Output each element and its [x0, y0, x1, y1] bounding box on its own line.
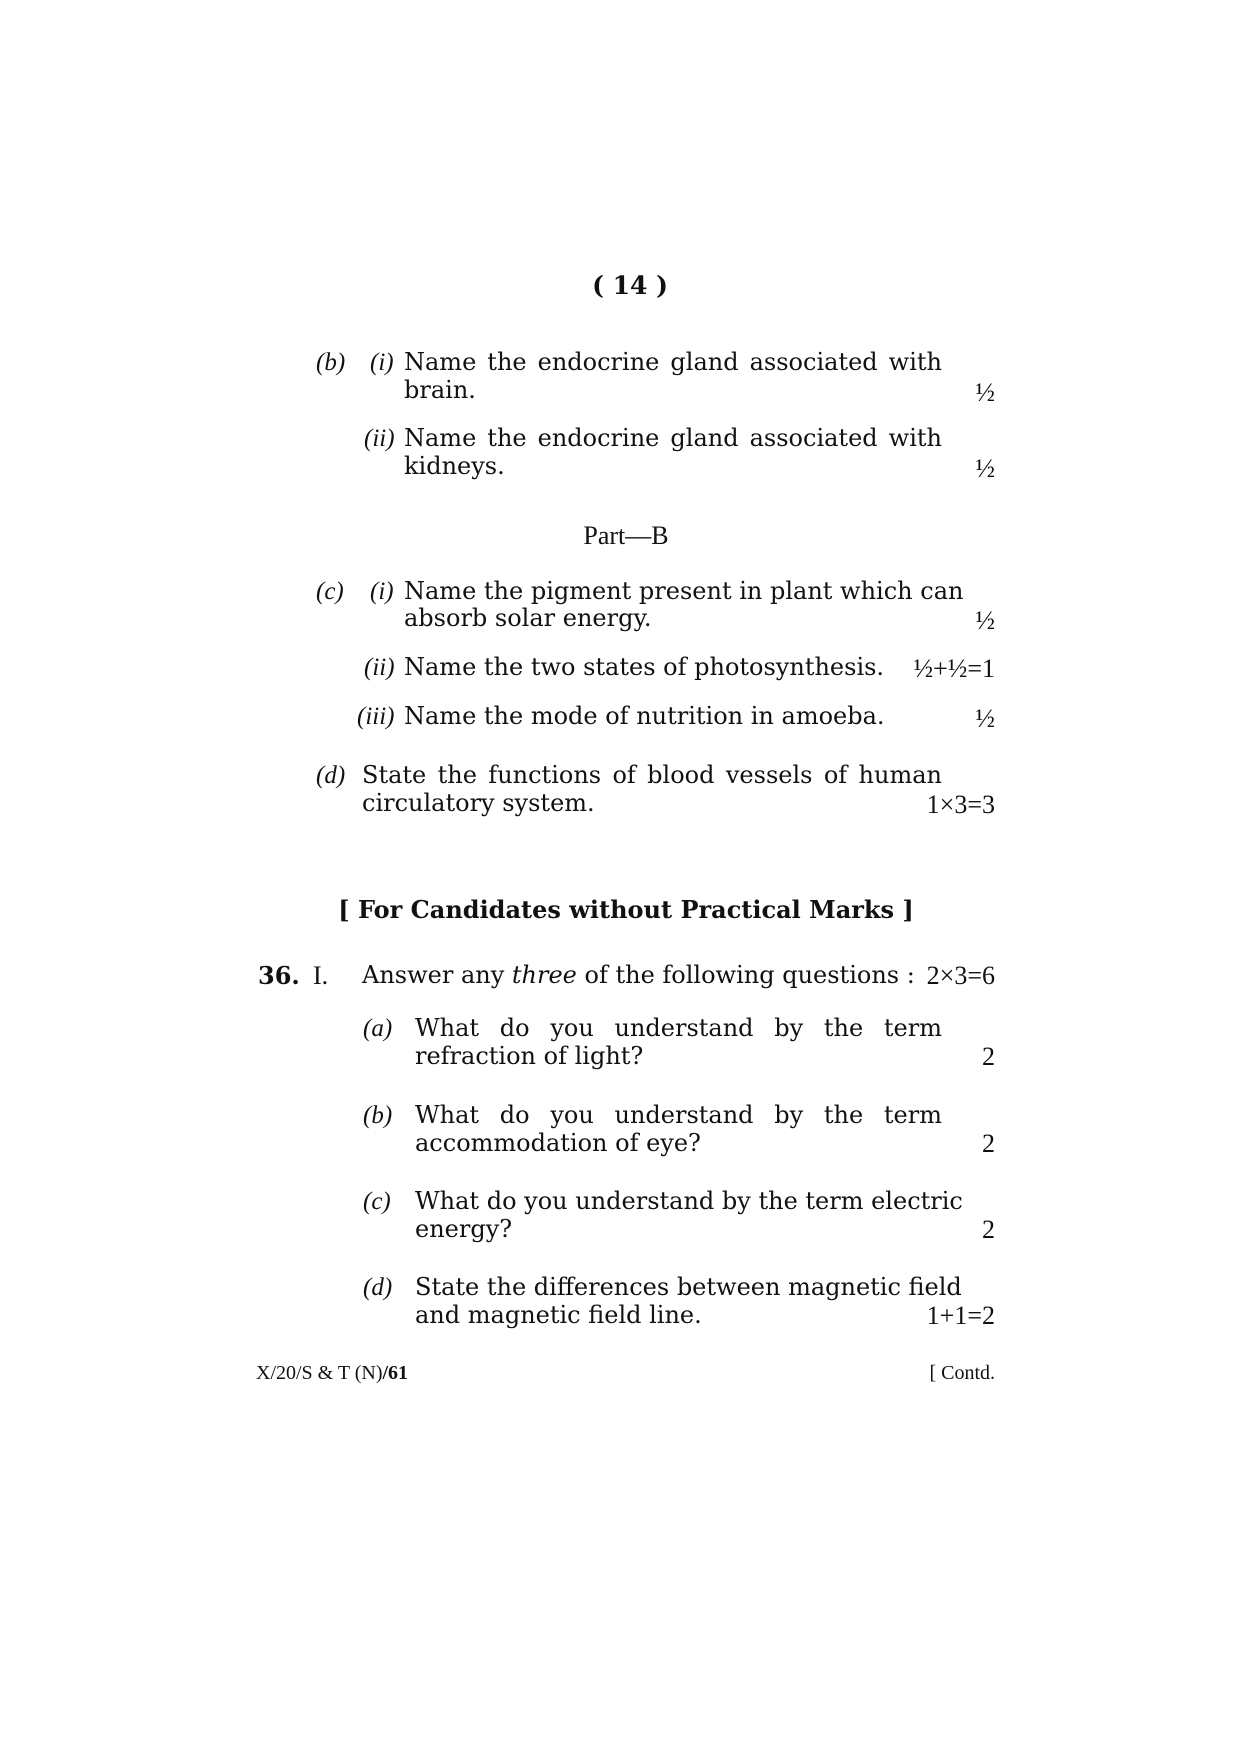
instruction-text: of the following questions : — [576, 961, 915, 989]
paper-code-suffix: /61 — [382, 1362, 409, 1384]
subquestion-label-iii: (iii) — [357, 703, 395, 730]
question-label-d: (d) — [316, 762, 346, 789]
marks: 2 — [982, 1215, 995, 1244]
subquestion-label-ii: (ii) — [364, 654, 395, 681]
question-text-line: Name the endocrine gland associated with — [404, 348, 942, 376]
question-number: 36. — [258, 961, 300, 990]
subquestion-label-c: (c) — [363, 1188, 391, 1215]
question-text-line: State the differences between magnetic field — [415, 1273, 962, 1301]
paper-code-prefix: X/20/S & T (N) — [256, 1362, 383, 1384]
subquestion-label-i: (i) — [370, 578, 394, 605]
marks: ½+½=1 — [913, 654, 995, 683]
marks: 1×3=3 — [926, 790, 995, 819]
marks: ½ — [975, 704, 995, 733]
question-text-line: accommodation of eye? — [415, 1129, 701, 1157]
marks: ½ — [975, 454, 995, 483]
marks: 2 — [982, 1042, 995, 1071]
question-text-line: refraction of light? — [415, 1042, 644, 1070]
question-label-c: (c) — [316, 578, 344, 605]
question-text-line: circulatory system. — [362, 789, 595, 817]
question-part: I. — [313, 961, 329, 990]
subquestion-label-b: (b) — [363, 1102, 393, 1129]
question-text-line: energy? — [415, 1215, 513, 1243]
question-text-line: and magnetic field line. — [415, 1301, 702, 1329]
question-text-line: absorb solar energy. — [404, 604, 652, 632]
subquestion-label-ii: (ii) — [364, 425, 395, 452]
question-text-line: Name the mode of nutrition in amoeba. — [404, 702, 885, 730]
question-text-line: What do you understand by the term — [415, 1014, 942, 1042]
continued-note: [ Contd. — [929, 1362, 995, 1384]
marks: 2 — [982, 1129, 995, 1158]
question-text-line: State the functions of blood vessels of human — [362, 761, 942, 789]
marks: ½ — [975, 606, 995, 635]
subquestion-label-i: (i) — [370, 349, 394, 376]
question-instruction — [362, 960, 915, 991]
question-text-line: Name the two states of photosynthesis. — [404, 653, 885, 681]
section-heading: [ For Candidates without Practical Marks ] — [338, 895, 914, 924]
part-heading: Part—B — [583, 521, 669, 550]
marks: 1+1=2 — [926, 1301, 995, 1330]
question-label-b: (b) — [316, 349, 346, 376]
subquestion-label-a: (a) — [363, 1015, 393, 1042]
instruction-emphasis: three — [511, 961, 577, 989]
question-text-line: kidneys. — [404, 452, 505, 480]
paper-code — [256, 1360, 408, 1386]
subquestion-label-d: (d) — [363, 1274, 393, 1301]
question-text-line: brain. — [404, 376, 476, 404]
page-number: ( 14 ) — [592, 271, 668, 300]
marks: 2×3=6 — [926, 961, 995, 990]
question-text-line: What do you understand by the term electric — [415, 1187, 963, 1215]
question-text-line: Name the pigment present in plant which can — [404, 577, 964, 605]
instruction-text: Answer any — [362, 961, 512, 989]
question-text-line: Name the endocrine gland associated with — [404, 424, 942, 452]
question-text-line: What do you understand by the term — [415, 1101, 942, 1129]
marks: ½ — [975, 378, 995, 407]
